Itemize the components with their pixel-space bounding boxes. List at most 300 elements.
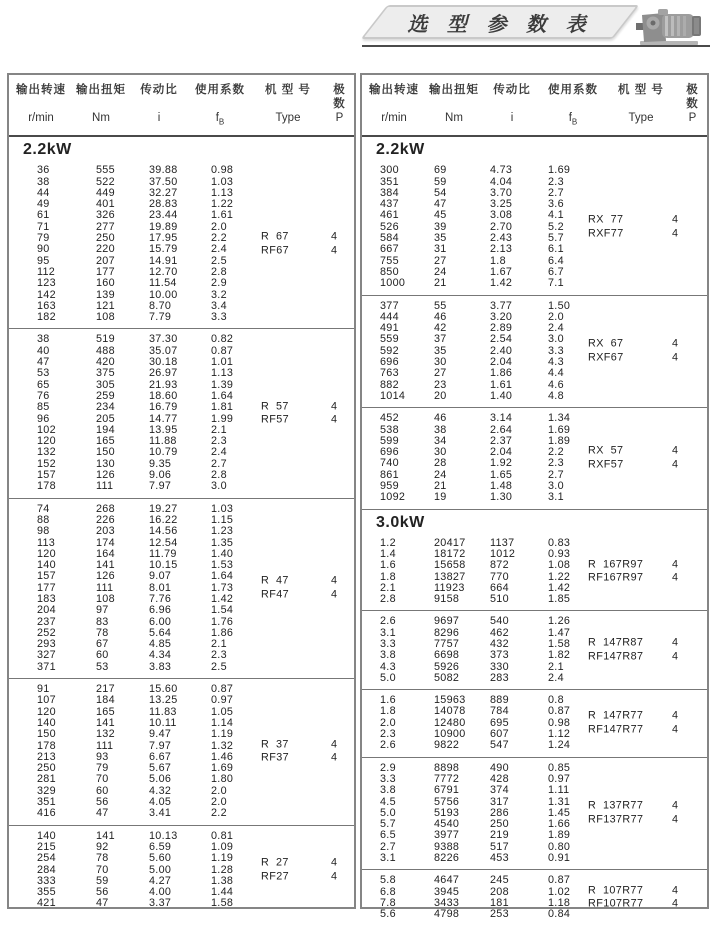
- pole-line: 4: [672, 213, 679, 226]
- torque-cell: 141: [96, 559, 115, 572]
- service-factor-cell: 5.7: [548, 232, 564, 245]
- table-row: [362, 785, 707, 796]
- service-factor-cell: 2.2: [211, 232, 227, 245]
- torque-cell: 27: [434, 254, 447, 267]
- torque-cell: 34: [434, 434, 447, 447]
- column-label-zh: 输出转速: [16, 84, 66, 96]
- table-row: [362, 763, 707, 774]
- table-row: [362, 875, 707, 886]
- table-row: [9, 774, 354, 785]
- speed-cell: 91: [37, 683, 50, 696]
- speed-cell: 696: [380, 356, 399, 369]
- table-row: [362, 842, 707, 853]
- ratio-cell: 330: [490, 660, 509, 673]
- ratio-cell: 2.70: [490, 220, 513, 233]
- service-factor-cell: 2.1: [211, 638, 227, 651]
- service-factor-cell: 1.22: [211, 198, 234, 211]
- ratio-cell: 26.97: [149, 367, 178, 380]
- ratio-cell: 12.70: [149, 265, 178, 278]
- service-factor-cell: 2.0: [211, 784, 227, 797]
- table-row: [9, 436, 354, 447]
- torque-cell: 226: [96, 513, 115, 526]
- speed-cell: 49: [37, 198, 50, 211]
- param-table-right: [360, 73, 709, 921]
- speed-cell: 215: [37, 840, 56, 853]
- speed-cell: 40: [37, 344, 50, 357]
- column-label-en: Type: [628, 112, 654, 124]
- table-row: [9, 267, 354, 278]
- service-factor-cell: 1.46: [211, 750, 234, 763]
- speed-cell: 3.3: [380, 772, 396, 785]
- ratio-cell: 784: [490, 705, 509, 718]
- torque-cell: 259: [96, 389, 115, 402]
- table-row: [9, 210, 354, 221]
- poles-value: [672, 445, 678, 472]
- table-row: [9, 650, 354, 661]
- ratio-cell: 16.79: [149, 401, 178, 414]
- column-label-en: P: [335, 112, 344, 124]
- speed-cell: 491: [380, 322, 399, 335]
- service-factor-cell: 1.89: [548, 434, 571, 447]
- service-factor-cell: 2.3: [548, 457, 564, 470]
- ratio-cell: 3.70: [490, 186, 513, 199]
- service-factor-cell: 2.4: [548, 671, 564, 684]
- speed-cell: 38: [37, 333, 50, 346]
- speed-cell: 163: [37, 299, 56, 312]
- service-factor-cell: 3.6: [548, 198, 564, 211]
- table-row: [9, 853, 354, 864]
- service-factor-cell: 1.35: [211, 536, 234, 549]
- speed-cell: 696: [380, 446, 399, 459]
- speed-cell: 1.8: [380, 705, 396, 718]
- torque-cell: 70: [96, 773, 109, 786]
- service-factor-cell: 2.3: [211, 649, 227, 662]
- ratio-cell: 5.67: [149, 762, 172, 775]
- speed-cell: 96: [37, 412, 50, 425]
- service-factor-cell: 2.4: [211, 446, 227, 459]
- ratio-cell: 253: [490, 908, 509, 921]
- torque-cell: 121: [96, 299, 115, 312]
- speed-cell: 120: [37, 705, 56, 718]
- table-row: [362, 887, 707, 898]
- ratio-cell: 16.22: [149, 513, 178, 526]
- table-row: [9, 842, 354, 853]
- table-row: [362, 312, 707, 323]
- type-line: RF147R87: [588, 650, 644, 663]
- top-divider: [362, 45, 710, 47]
- ratio-cell: 30.18: [149, 356, 178, 369]
- column-label-zh: 机 型 号: [618, 84, 664, 96]
- speed-cell: 61: [37, 209, 50, 222]
- speed-cell: 329: [37, 784, 56, 797]
- speed-cell: 88: [37, 513, 50, 526]
- pole-line: 4: [672, 337, 679, 350]
- speed-cell: 76: [37, 389, 50, 402]
- service-factor-cell: 3.2: [211, 288, 227, 301]
- type-line: RXF77: [588, 227, 624, 240]
- service-factor-cell: 1.28: [211, 863, 234, 876]
- table-row: [9, 763, 354, 774]
- table-row: [9, 752, 354, 763]
- service-factor-cell: 2.5: [211, 660, 227, 673]
- table-row: [362, 628, 707, 639]
- torque-cell: 12480: [434, 716, 466, 729]
- pole-line: 4: [331, 400, 338, 413]
- type-line: R 27: [261, 856, 289, 869]
- service-factor-cell: 3.4: [211, 299, 227, 312]
- column-label-en: Nm: [92, 112, 110, 124]
- type-line: RF107R77: [588, 897, 644, 910]
- type-label: [261, 738, 289, 765]
- table-row: [362, 830, 707, 841]
- torque-cell: 93: [96, 750, 109, 763]
- table-row: [9, 230, 354, 245]
- table-row: [362, 572, 707, 583]
- speed-cell: 599: [380, 434, 399, 447]
- service-factor-cell: 1.47: [548, 626, 571, 639]
- poles-value: [672, 558, 678, 585]
- ratio-cell: 7.79: [149, 311, 172, 324]
- speed-cell: 452: [380, 412, 399, 425]
- torque-cell: 92: [96, 840, 109, 853]
- service-factor-cell: 0.87: [211, 683, 234, 696]
- column-label-zh: 传动比: [493, 84, 531, 96]
- type-line: R 57: [261, 400, 289, 413]
- ratio-cell: 373: [490, 649, 509, 662]
- service-factor-cell: 6.1: [548, 243, 564, 256]
- table-row: [9, 718, 354, 729]
- column-label-zh: 使用系数: [195, 84, 245, 96]
- speed-cell: 384: [380, 186, 399, 199]
- speed-cell: 371: [37, 660, 56, 673]
- torque-cell: 14078: [434, 705, 466, 718]
- table-row: [9, 290, 354, 301]
- ratio-cell: 10.15: [149, 559, 178, 572]
- service-factor-cell: 2.9: [211, 277, 227, 290]
- table-row: [9, 628, 354, 639]
- ratio-cell: 11.88: [149, 435, 177, 448]
- torque-cell: 35: [434, 232, 447, 245]
- speed-cell: 6.5: [380, 829, 396, 842]
- table-row: [9, 605, 354, 616]
- ratio-cell: 7.76: [149, 592, 172, 605]
- table-row: [9, 831, 354, 842]
- torque-cell: 326: [96, 209, 115, 222]
- torque-cell: 18172: [434, 547, 466, 560]
- torque-cell: 5756: [434, 795, 460, 808]
- speed-cell: 4.3: [380, 660, 396, 673]
- speed-cell: 763: [380, 367, 399, 380]
- speed-cell: 538: [380, 423, 399, 436]
- speed-cell: 150: [37, 728, 56, 741]
- table-row: [9, 470, 354, 481]
- torque-cell: 305: [96, 378, 115, 391]
- ratio-cell: 5.00: [149, 863, 172, 876]
- service-factor-cell: 1.64: [211, 389, 234, 402]
- ratio-cell: 1.40: [490, 389, 513, 402]
- table-row: [362, 278, 707, 289]
- ratio-cell: 547: [490, 739, 509, 752]
- service-factor-cell: 1.44: [211, 886, 234, 899]
- tables-area: [7, 73, 711, 921]
- poles-value: [331, 575, 337, 602]
- speed-cell: 327: [37, 649, 56, 662]
- ratio-cell: 664: [490, 581, 509, 594]
- service-factor-cell: 2.7: [211, 457, 227, 470]
- ratio-cell: 428: [490, 772, 509, 785]
- table-row: [362, 650, 707, 661]
- ratio-cell: 14.91: [149, 254, 178, 267]
- column-label-zh: 输出扭矩: [429, 84, 479, 96]
- table-row: [362, 774, 707, 785]
- torque-cell: 3977: [434, 829, 460, 842]
- torque-cell: 234: [96, 401, 115, 414]
- ratio-cell: 695: [490, 716, 509, 729]
- ratio-cell: 462: [490, 626, 509, 639]
- speed-cell: 254: [37, 852, 56, 865]
- torque-cell: 39: [434, 220, 447, 233]
- ratio-cell: 510: [490, 593, 509, 606]
- ratio-cell: 35.07: [149, 344, 178, 357]
- service-factor-cell: 0.98: [548, 716, 571, 729]
- service-factor-cell: 1.34: [548, 412, 571, 425]
- speed-cell: 2.6: [380, 739, 396, 752]
- table-row: [362, 199, 707, 210]
- speed-cell: 113: [37, 536, 56, 549]
- speed-cell: 7.8: [380, 896, 396, 909]
- torque-cell: 420: [96, 356, 115, 369]
- torque-cell: 60: [96, 649, 109, 662]
- table-row: [362, 616, 707, 627]
- ratio-cell: 3.83: [149, 660, 172, 673]
- service-factor-cell: 3.0: [548, 480, 564, 493]
- table-row: [9, 797, 354, 808]
- ratio-cell: 28.83: [149, 198, 178, 211]
- ratio-cell: 283: [490, 671, 509, 684]
- torque-cell: 205: [96, 412, 115, 425]
- table-row: [362, 413, 707, 424]
- data-block: [362, 533, 707, 611]
- data-block: [362, 757, 707, 870]
- table-row: [362, 853, 707, 864]
- table-row: [9, 695, 354, 706]
- service-factor-cell: 1.08: [548, 559, 571, 572]
- column-label-zh: 传动比: [140, 84, 178, 96]
- data-block: [9, 328, 354, 497]
- torque-cell: 220: [96, 243, 115, 256]
- service-factor-cell: 1.73: [211, 581, 234, 594]
- speed-cell: 98: [37, 525, 50, 538]
- pole-line: 4: [672, 709, 679, 722]
- torque-cell: 47: [434, 198, 447, 211]
- pole-line: 4: [331, 244, 338, 257]
- table-row: [362, 470, 707, 481]
- service-factor-cell: 0.80: [548, 840, 571, 853]
- ratio-cell: 5.06: [149, 773, 172, 786]
- speed-cell: 281: [37, 773, 56, 786]
- ratio-cell: 1.67: [490, 265, 513, 278]
- service-factor-cell: 3.1: [548, 491, 564, 504]
- speed-cell: 592: [380, 344, 399, 357]
- param-table-left: [7, 73, 356, 909]
- service-factor-cell: 2.4: [548, 322, 564, 335]
- table-row: [9, 301, 354, 312]
- ratio-cell: 17.95: [149, 232, 178, 245]
- torque-cell: 184: [96, 694, 115, 707]
- torque-cell: 19: [434, 491, 447, 504]
- ratio-cell: 7.97: [149, 739, 172, 752]
- table-row: [9, 334, 354, 345]
- ratio-cell: 8.70: [149, 299, 172, 312]
- service-factor-cell: 2.8: [211, 265, 227, 278]
- service-factor-cell: 2.3: [211, 435, 227, 448]
- type-line: RX 77: [588, 213, 624, 226]
- pole-line: 4: [672, 636, 679, 649]
- service-factor-cell: 1.03: [211, 502, 234, 515]
- speed-cell: 882: [380, 378, 399, 391]
- table-row: [362, 740, 707, 751]
- torque-cell: 27: [434, 367, 447, 380]
- ratio-cell: 1.86: [490, 367, 513, 380]
- ratio-cell: 3.20: [490, 310, 513, 323]
- table-row: [9, 741, 354, 752]
- speed-cell: 178: [37, 480, 56, 493]
- speed-cell: 526: [380, 220, 399, 233]
- service-factor-cell: 2.1: [211, 423, 227, 436]
- service-factor-cell: 1.24: [548, 739, 571, 752]
- type-line: RF147R77: [588, 723, 644, 736]
- ratio-cell: 4.27: [149, 874, 172, 887]
- torque-cell: 83: [96, 615, 109, 628]
- speed-cell: 120: [37, 435, 56, 448]
- type-line: RF37: [261, 751, 290, 764]
- table-row: [362, 267, 707, 278]
- service-factor-cell: 3.0: [211, 480, 227, 493]
- speed-cell: 44: [37, 186, 50, 199]
- service-factor-cell: 1.32: [211, 739, 234, 752]
- torque-cell: 401: [96, 198, 115, 211]
- torque-cell: 20: [434, 389, 447, 402]
- table-row: [9, 244, 354, 255]
- service-factor-cell: 1.76: [211, 615, 234, 628]
- ratio-cell: 432: [490, 637, 509, 650]
- table-row: [362, 425, 707, 436]
- ratio-cell: 14.56: [149, 525, 178, 538]
- ratio-cell: 1137: [490, 536, 515, 549]
- service-factor-cell: 3.0: [548, 333, 564, 346]
- torque-cell: 56: [96, 796, 109, 809]
- service-factor-cell: 1.09: [211, 840, 234, 853]
- table-row: [362, 594, 707, 605]
- torque-cell: 160: [96, 277, 115, 290]
- table-row: [362, 323, 707, 334]
- service-factor-cell: 1.39: [211, 378, 234, 391]
- data-block: [362, 407, 707, 508]
- service-factor-cell: 1.58: [211, 897, 234, 910]
- service-factor-cell: 2.2: [211, 807, 227, 820]
- table-row: [9, 560, 354, 571]
- pole-line: 4: [331, 230, 338, 243]
- torque-cell: 59: [96, 874, 109, 887]
- ratio-cell: 2.64: [490, 423, 513, 436]
- speed-cell: 1.6: [380, 559, 396, 572]
- table-row: [9, 549, 354, 560]
- ratio-cell: 1012: [490, 547, 516, 560]
- speed-cell: 5.0: [380, 806, 396, 819]
- service-factor-cell: 2.3: [548, 175, 564, 188]
- torque-cell: 53: [96, 660, 109, 673]
- torque-cell: 130: [96, 457, 115, 470]
- poles-value: [672, 214, 678, 241]
- torque-cell: 111: [96, 480, 114, 493]
- type-label: [588, 800, 643, 827]
- torque-cell: 78: [96, 626, 109, 639]
- speed-cell: 142: [37, 288, 56, 301]
- service-factor-cell: 1.45: [548, 806, 571, 819]
- torque-cell: 3433: [434, 896, 460, 909]
- service-factor-cell: 0.97: [211, 694, 234, 707]
- pole-line: 4: [672, 458, 679, 471]
- ratio-cell: 5.64: [149, 626, 172, 639]
- poles-value: [672, 338, 678, 365]
- type-line: RX 57: [588, 444, 624, 457]
- ratio-cell: 245: [490, 874, 509, 887]
- speed-cell: 351: [380, 175, 399, 188]
- ratio-cell: 37.50: [149, 175, 178, 188]
- speed-cell: 6.8: [380, 885, 396, 898]
- poles-value: [331, 231, 337, 258]
- ratio-cell: 1.65: [490, 468, 513, 481]
- poles-value: [672, 637, 678, 664]
- speed-cell: 123: [37, 277, 56, 290]
- ratio-cell: 490: [490, 761, 509, 774]
- speed-cell: 53: [37, 367, 50, 380]
- column-label-subscript: B: [218, 117, 225, 127]
- poles-value: [331, 857, 337, 884]
- table-row: [9, 368, 354, 379]
- speed-cell: 120: [37, 547, 56, 560]
- speed-cell: 416: [37, 807, 56, 820]
- ratio-cell: 1.48: [490, 480, 513, 493]
- service-factor-cell: 2.0: [211, 796, 227, 809]
- pole-line: 4: [672, 444, 679, 457]
- service-factor-cell: 4.1: [548, 209, 564, 222]
- type-line: RF137R77: [588, 813, 644, 826]
- speed-cell: 959: [380, 480, 399, 493]
- table-row: [9, 639, 354, 650]
- table-row: [362, 391, 707, 402]
- torque-cell: 23: [434, 378, 447, 391]
- service-factor-cell: 6.7: [548, 265, 564, 278]
- table-row: [362, 301, 707, 312]
- speed-cell: 157: [37, 570, 56, 583]
- service-factor-cell: 6.4: [548, 254, 564, 267]
- torque-cell: 46: [434, 412, 447, 425]
- torque-cell: 46: [434, 310, 447, 323]
- table-row: [9, 617, 354, 628]
- service-factor-cell: 4.8: [548, 389, 564, 402]
- type-label: [588, 338, 624, 365]
- table-row: [9, 346, 354, 357]
- service-factor-cell: 0.98: [211, 164, 234, 177]
- table-row: [362, 560, 707, 571]
- speed-cell: 182: [37, 311, 56, 324]
- torque-cell: 6698: [434, 649, 460, 662]
- service-factor-cell: 1.02: [548, 885, 571, 898]
- table-row: [9, 256, 354, 267]
- table-row: [362, 729, 707, 740]
- ratio-cell: 11.83: [149, 705, 177, 718]
